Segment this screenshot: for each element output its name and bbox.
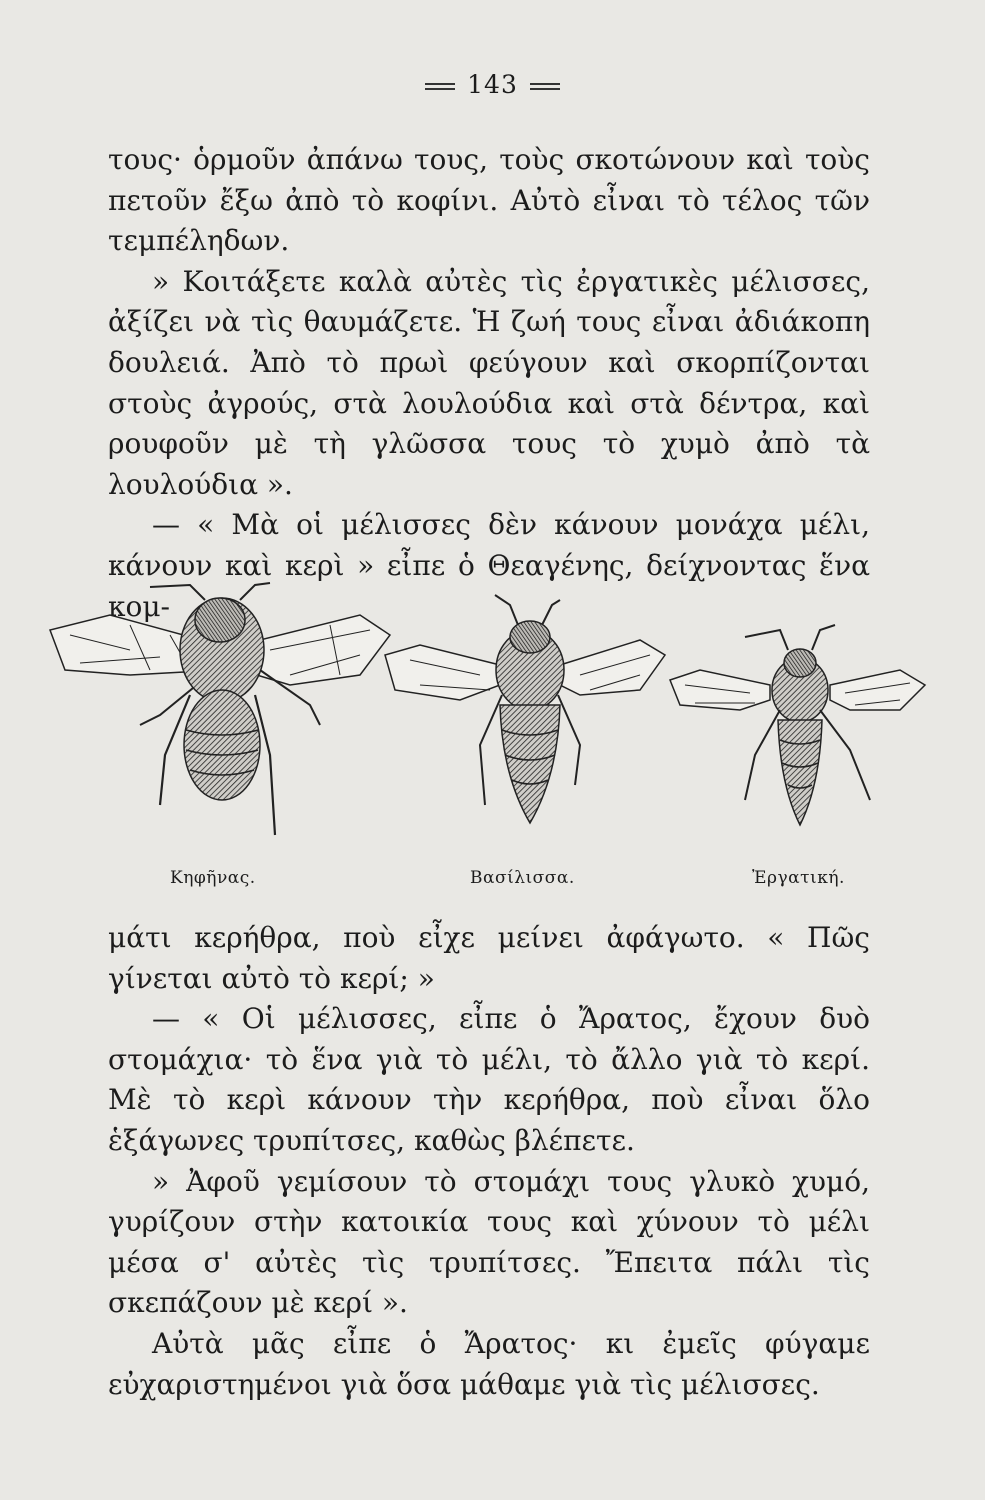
- paragraph-7: Αὐτὰ μᾶς εἶπε ὁ Ἄρατος· κι ἐμεῖς φύγαμε εὐχαριστημένοι γιὰ ὅσα μάθαμε γιὰ τὶς μέλισσες.: [108, 1326, 870, 1401]
- text-block-top: [108, 140, 870, 627]
- caption-worker: Ἐργατική.: [752, 868, 845, 888]
- paragraph-4: μάτι κερήθρα, ποὺ εἶχε μείνει ἀφάγωτο. « Πῶς γίνεται αὐτὸ τὸ κερί; »: [108, 921, 870, 995]
- decorative-rule-right: [530, 83, 560, 90]
- caption-queen: Βασίλισσα.: [470, 868, 575, 888]
- caption-drone: Κηφῆνας.: [170, 868, 256, 888]
- page-number-text: 143: [467, 70, 518, 99]
- paragraph-5: — « Οἱ μέλισσες, εἶπε ὁ Ἄρατος, ἔχουν δυὸ στομάχια· τὸ ἕνα γιὰ τὸ μέλι, τὸ ἄλλο γιὰ τὸ κερί. Μὲ τὸ κερὶ κάνουν τὴν κερήθρα, ποὺ εἶναι ὅλο ἑξάγωνες τρυπίτσες, καθὼς βλέπετε.: [108, 1002, 870, 1157]
- worker-bee-drawing: [670, 625, 925, 825]
- paragraph-6: » Ἀφοῦ γεμίσουν τὸ στομάχι τους γλυκὸ χυμό, γυρίζουν στὴν κατοικία τους καὶ χύνουν τὸ μέλι μέσα σ' αὐτὲς τὶς τρυπίτσες. Ἔπειτα πάλι τὶς σκεπάζουν μὲ κερί ».: [108, 1164, 870, 1320]
- paragraph-2: » Κοιτάξετε καλὰ αὐτὲς τὶς ἐργατικὲς μέλισσες, ἀξίζει νὰ τὶς θαυμάζετε. Ἡ ζωή τους εἶναι ἀδιάκοπη δουλειά. Ἀπὸ τὸ πρωὶ φεύγουν καὶ σκορπίζονται στοὺς ἀγρούς, στὰ λουλούδια καὶ στὰ δέντρα, καὶ ρουφοῦν μὲ τὴ γλῶσσα τους τὸ χυμὸ ἀπὸ τὰ λουλούδια ».: [108, 264, 870, 501]
- queen-bee-drawing: [385, 595, 665, 823]
- text-block-bottom: [108, 918, 870, 1405]
- decorative-rule-left: [425, 83, 455, 90]
- bees-illustration: [40, 575, 940, 845]
- paragraph-1: τους· ὁρμοῦν ἀπάνω τους, τοὺς σκοτώνουν καὶ τοὺς πετοῦν ἔξω ἀπὸ τὸ κοφίνι. Αὐτὸ εἶναι τὸ τέλος τῶν τεμπέληδων.: [108, 143, 870, 258]
- page-number: [0, 70, 985, 99]
- drone-bee-drawing: [50, 583, 390, 835]
- paragraph-3: — « Μὰ οἱ μέλισσες δὲν κάνουν μονάχα μέλι, κάνουν καὶ κερὶ » εἶπε ὁ Θεαγένης, δείχνοντας ἕνα κομ-: [108, 508, 870, 623]
